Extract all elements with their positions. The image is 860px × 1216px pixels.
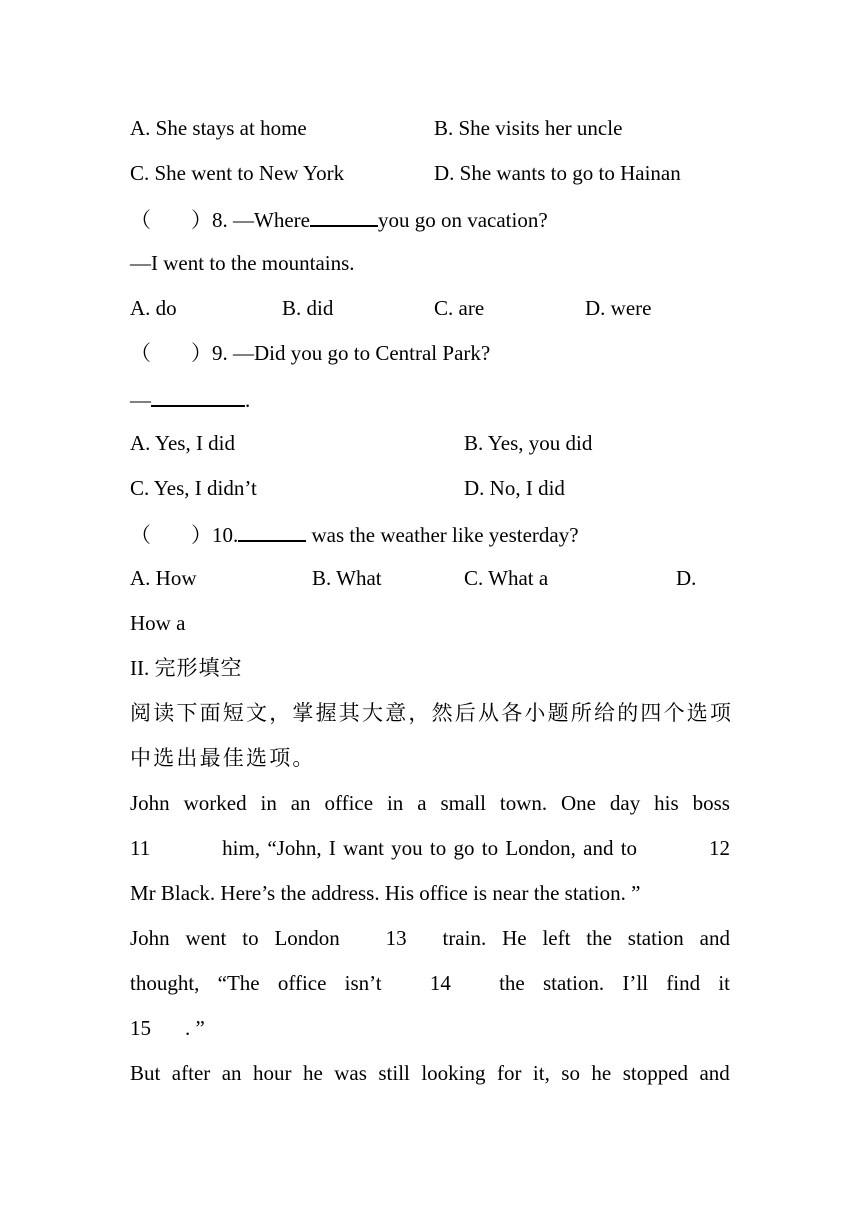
q8-close-paren: ） <box>191 208 212 232</box>
word: I’ll <box>622 971 649 995</box>
q8-option-c: C. are <box>434 296 485 320</box>
q9-blank <box>151 385 245 407</box>
word: “The <box>217 971 260 995</box>
passage-line-7 <box>130 1060 730 1086</box>
word: station <box>627 926 684 950</box>
passage-line-2 <box>130 835 730 861</box>
word: find <box>666 971 701 995</box>
q10-stem-pre: 10. <box>212 523 239 547</box>
word: it <box>718 971 730 995</box>
word: isn’t <box>344 971 382 995</box>
section-instruction-line-1: 阅读下面短文，掌握其大意，然后从各小题所给的四个选项 <box>130 701 734 725</box>
word: looking <box>421 1061 486 1085</box>
q9-option-d: D. No, I did <box>464 476 565 500</box>
q8-option-b: B. did <box>282 296 334 320</box>
section-instruction-line-2: 中选出最佳选项。 <box>130 746 316 770</box>
word: But <box>130 1061 161 1085</box>
word: John <box>130 791 170 815</box>
passage-line-3: Mr Black. Here’s the address. His office is near the station. ” <box>130 881 641 905</box>
word: John <box>130 926 170 950</box>
q9-close-paren: ） <box>191 341 212 365</box>
q9-stem <box>130 340 490 366</box>
word: stopped <box>622 1061 689 1085</box>
q10-option-b: B. What <box>312 566 382 590</box>
q9-open-paren: （ <box>130 341 151 365</box>
q10-open-paren: （ <box>130 523 151 547</box>
passage-text: . ” <box>185 1016 205 1040</box>
word: left <box>542 926 571 950</box>
word: office <box>277 971 327 995</box>
word: his <box>654 791 679 815</box>
word: to <box>242 926 259 950</box>
word: still <box>378 1061 410 1085</box>
word: thought, <box>130 971 200 995</box>
word: was <box>334 1061 367 1085</box>
q8-open-paren: （ <box>130 208 151 232</box>
q7-option-a: A. She stays at home <box>130 116 307 140</box>
passage-text: him, “John, I want you to go to London, and to <box>222 836 638 860</box>
q9-answer-line <box>130 385 250 413</box>
q10-blank <box>238 520 306 542</box>
passage-line-5 <box>130 970 730 996</box>
q10-option-a: A. How <box>130 566 197 590</box>
blank-number-12: 12 <box>709 836 730 860</box>
word: after <box>171 1061 211 1085</box>
word: for <box>496 1061 522 1085</box>
word: in <box>260 791 277 815</box>
word: train. <box>442 926 487 950</box>
q8-blank <box>310 205 378 227</box>
blank-number-11: 11 <box>130 836 151 860</box>
q7-option-c: C. She went to New York <box>130 161 345 185</box>
q10-option-c: C. What a <box>464 566 549 590</box>
word: and <box>699 926 730 950</box>
word: worked <box>183 791 247 815</box>
q9-answer-pre: — <box>130 388 151 412</box>
word: One <box>561 791 597 815</box>
q9-option-a: A. Yes, I did <box>130 431 236 455</box>
q8-option-d: D. were <box>585 296 652 320</box>
q10-option-d: D. <box>676 566 697 590</box>
blank-number-15: 15 <box>130 1016 151 1040</box>
word: the <box>586 926 612 950</box>
q10-stem <box>130 520 579 548</box>
q7-option-d: D. She wants to go to Hainan <box>434 161 681 185</box>
word: station. <box>542 971 605 995</box>
q8-stem-post: you go on vacation? <box>377 208 548 232</box>
word: an <box>290 791 311 815</box>
word: a <box>417 791 427 815</box>
q9-answer-post: . <box>245 388 251 412</box>
word: it, <box>532 1061 550 1085</box>
word: small <box>440 791 486 815</box>
passage-line-6 <box>130 1015 205 1041</box>
word: and <box>699 1061 730 1085</box>
blank-number-14: 14 <box>429 971 451 995</box>
section-heading <box>130 655 243 681</box>
passage-line-1 <box>130 790 730 816</box>
blank-number-13: 13 <box>385 926 407 950</box>
q7-option-b: B. She visits her uncle <box>434 116 623 140</box>
section-heading-text: 完形填空 <box>154 656 243 680</box>
word: He <box>502 926 527 950</box>
q9-stem-text: 9. —Did you go to Central Park? <box>212 341 491 365</box>
word: so <box>561 1061 580 1085</box>
section-heading-number: II. <box>130 656 150 680</box>
q8-stem <box>130 205 548 233</box>
word: day <box>609 791 641 815</box>
q8-answer-line: —I went to the mountains. <box>130 251 355 275</box>
word: in <box>386 791 404 815</box>
q9-option-b: B. Yes, you did <box>464 431 593 455</box>
word: London <box>274 926 340 950</box>
q10-option-d-wrap: How a <box>130 611 186 635</box>
word: he <box>591 1061 612 1085</box>
q9-option-c: C. Yes, I didn’t <box>130 476 257 500</box>
word: hour <box>253 1061 292 1085</box>
word: boss <box>692 791 730 815</box>
q10-stem-post: was the weather like yesterday? <box>306 523 579 547</box>
word: went <box>185 926 227 950</box>
word: he <box>302 1061 323 1085</box>
word: town. <box>499 791 548 815</box>
word: office <box>324 791 374 815</box>
word: an <box>221 1061 242 1085</box>
passage-line-4 <box>130 925 730 951</box>
word: the <box>499 971 525 995</box>
q8-stem-pre: 8. —Where <box>212 208 310 232</box>
q8-option-a: A. do <box>130 296 177 320</box>
q10-close-paren: ） <box>191 523 212 547</box>
